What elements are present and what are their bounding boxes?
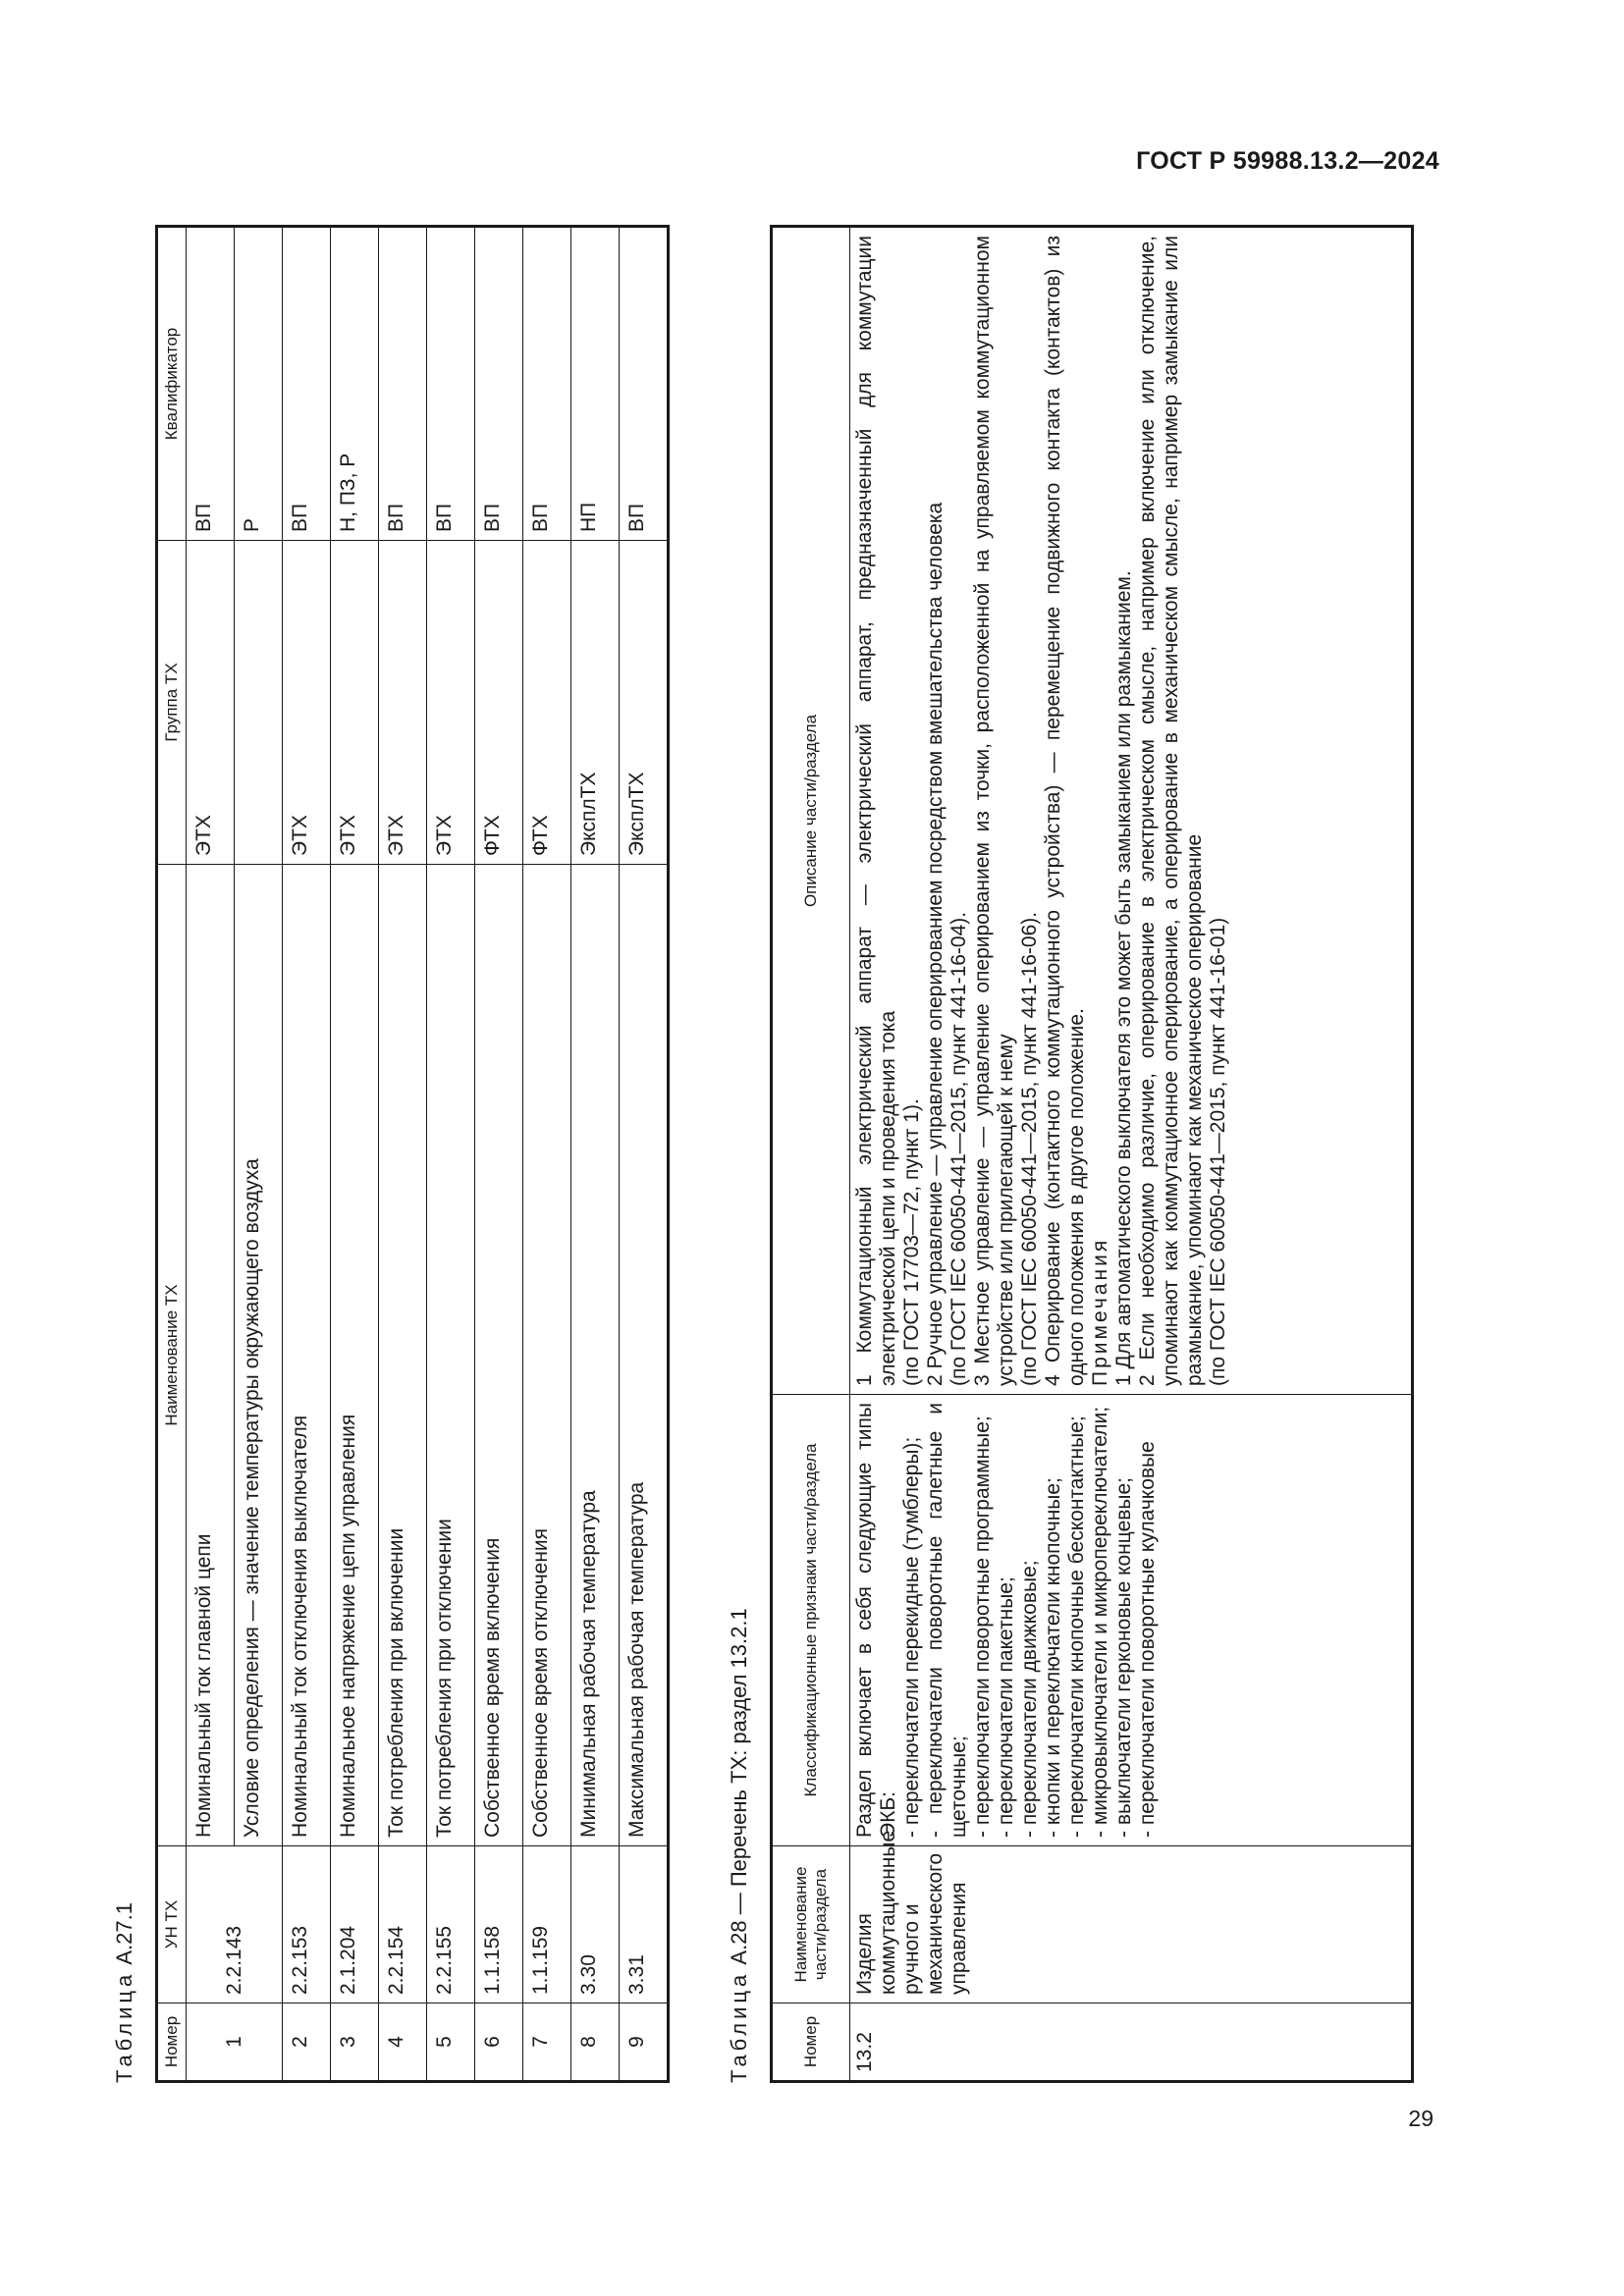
definition-paragraph: 1 Коммутационный электрический аппарат — электрический аппарат, предназначенный для коммутации электрической цепи и проведения тока bbox=[853, 236, 899, 1386]
row-group: ЭТХ bbox=[379, 541, 427, 865]
row-code: 3.31 bbox=[620, 1846, 669, 2003]
row-group: ФТХ bbox=[523, 541, 571, 865]
table1-caption bbox=[112, 1902, 137, 2083]
definition-source: (по ГОСТ 17703—72, пункт 1). bbox=[900, 1098, 923, 1386]
table2-caption-word: Таблица bbox=[727, 1970, 751, 2083]
row-name: Условие определения — значение температуры окружающего воздуха bbox=[235, 865, 283, 1846]
table2-header-row bbox=[772, 227, 850, 2082]
table-a28 bbox=[770, 225, 1414, 2083]
list-item: - переключатели кнопочные бесконтактные; bbox=[1065, 1415, 1088, 1838]
table-a27-1 bbox=[155, 225, 670, 2083]
list-item: - переключатели поворотные программные; bbox=[971, 1415, 994, 1838]
row-name: Минимальная рабочая температура bbox=[571, 865, 620, 1846]
table-row bbox=[850, 227, 1413, 2082]
table1-header-row bbox=[157, 227, 187, 2082]
table-row bbox=[235, 227, 283, 2082]
feature-intro: Раздел включает в себя следующие типы ЭКБ: bbox=[853, 1403, 899, 1838]
table2-caption bbox=[727, 1608, 752, 2083]
table-row bbox=[427, 227, 475, 2082]
row-qualifier: ВП bbox=[427, 227, 475, 541]
part-number: 13.2 bbox=[850, 2003, 1413, 2082]
definition-paragraph: 4 Оперирование (контактного коммутационного устройства) — перемещение подвижного контакта (контактов) из одного положения в другое положение. bbox=[1042, 236, 1088, 1386]
row-number: 2 bbox=[283, 2003, 331, 2082]
part-features bbox=[850, 1395, 1413, 1846]
row-group bbox=[235, 541, 283, 865]
table-row bbox=[379, 227, 427, 2082]
row-qualifier: ВП bbox=[523, 227, 571, 541]
table2-col-features: Классификационные признаки части/раздела bbox=[772, 1395, 850, 1846]
row-code: 1.1.158 bbox=[475, 1846, 523, 2003]
table-row bbox=[620, 227, 669, 2082]
table1-col-number: Номер bbox=[157, 2003, 187, 2082]
row-qualifier: ВП bbox=[283, 227, 331, 541]
row-qualifier: ВП bbox=[187, 227, 235, 541]
row-number: 1 bbox=[187, 2003, 283, 2082]
row-code: 3.30 bbox=[571, 1846, 620, 2003]
row-code: 2.2.153 bbox=[283, 1846, 331, 2003]
table2-caption-title: А.28 — Перечень ТХ: раздел 13.2.1 bbox=[727, 1608, 751, 1965]
row-group: ЭксплТХ bbox=[620, 541, 669, 865]
row-group: ФТХ bbox=[475, 541, 523, 865]
list-item: - переключатели пакетные; bbox=[995, 1576, 1017, 1838]
landscape-area bbox=[112, 228, 1418, 2083]
row-name: Собственное время отключения bbox=[523, 865, 571, 1846]
row-group: ЭксплТХ bbox=[571, 541, 620, 865]
row-qualifier: Н, ПЗ, Р bbox=[331, 227, 379, 541]
list-item: - выключатели герконовые концевые; bbox=[1112, 1476, 1135, 1838]
list-item: - переключатели движковые; bbox=[1018, 1560, 1041, 1838]
table2-col-number: Номер bbox=[772, 2003, 850, 2082]
note-paragraph: 2 Если необходимо различие, оперирование в электрическом смысле, например включение или отключение, упоминают как коммутационное оперирование, а оперирование в механическом смысле, например замыкание или размыкание, упоминают как механическое оперирование bbox=[1136, 236, 1206, 1386]
row-qualifier: Р bbox=[235, 227, 283, 541]
row-number: 9 bbox=[620, 2003, 669, 2082]
table1-col-qualifier: Квалификатор bbox=[157, 227, 187, 541]
row-number: 4 bbox=[379, 2003, 427, 2082]
table1-col-code: УН ТХ bbox=[157, 1846, 187, 2003]
row-group: ЭТХ bbox=[427, 541, 475, 865]
row-qualifier: ВП bbox=[379, 227, 427, 541]
row-group: ЭТХ bbox=[331, 541, 379, 865]
table-row bbox=[475, 227, 523, 2082]
row-qualifier: ВП bbox=[475, 227, 523, 541]
row-group: ЭТХ bbox=[187, 541, 235, 865]
table1-caption-word: Таблица bbox=[112, 1970, 136, 2083]
table1-col-name: Наименование ТХ bbox=[157, 865, 187, 1846]
row-code: 1.1.159 bbox=[523, 1846, 571, 2003]
list-item: - переключатели перекидные (тумблеры); bbox=[900, 1436, 923, 1838]
note-paragraph: 1 Для автоматического выключателя это может быть замыканием или размыканием. bbox=[1112, 570, 1135, 1386]
table1-col-group: Группа ТХ bbox=[157, 541, 187, 865]
note-source: (по ГОСТ IEC 60050-441—2015, пункт 441-16-01) bbox=[1207, 917, 1229, 1386]
row-number: 3 bbox=[331, 2003, 379, 2082]
row-number: 6 bbox=[475, 2003, 523, 2082]
row-code: 2.2.154 bbox=[379, 1846, 427, 2003]
notes-label: Примечания bbox=[1089, 1237, 1111, 1386]
definition-source: (по ГОСТ IEC 60050-441—2015, пункт 441-16-04). bbox=[947, 911, 970, 1386]
row-name: Номинальное напряжение цепи управления bbox=[331, 865, 379, 1846]
row-name: Ток потребления при отключении bbox=[427, 865, 475, 1846]
definition-paragraph: 2 Ручное управление — управление оперированием посредством вмешательства человека bbox=[924, 502, 947, 1386]
row-code: 2.2.143 bbox=[187, 1846, 283, 2003]
part-name: Изделия коммутационные ручного и механического управления bbox=[850, 1846, 1413, 2003]
definition-paragraph: 3 Местное управление — управление оперированием из точки, расположенной на управляемом коммутационном устройстве или прилегающей к нему bbox=[971, 236, 1017, 1386]
row-name: Максимальная рабочая температура bbox=[620, 865, 669, 1846]
table-row bbox=[331, 227, 379, 2082]
page-number: 29 bbox=[1408, 2106, 1434, 2131]
document-code: ГОСТ Р 59988.13.2—2024 bbox=[1136, 147, 1439, 175]
table2-col-part-name: Наименование части/раздела bbox=[772, 1846, 850, 2003]
row-name: Собственное время включения bbox=[475, 865, 523, 1846]
list-item: - кнопки и переключатели кнопочные; bbox=[1042, 1477, 1064, 1838]
table-row bbox=[571, 227, 620, 2082]
row-number: 7 bbox=[523, 2003, 571, 2082]
table-row bbox=[187, 227, 235, 2082]
row-name: Ток потребления при включении bbox=[379, 865, 427, 1846]
list-item: - микровыключатели и микропереключатели; bbox=[1089, 1406, 1111, 1838]
definition-source: (по ГОСТ IEC 60050-441—2015, пункт 441-16-06). bbox=[1018, 911, 1041, 1386]
list-item: - переключатели поворотные кулачковые bbox=[1136, 1441, 1159, 1838]
row-qualifier: НП bbox=[571, 227, 620, 541]
table-row bbox=[523, 227, 571, 2082]
table2-col-description: Описание части/раздела bbox=[772, 227, 850, 1395]
table1-caption-id: А.27.1 bbox=[112, 1902, 136, 1965]
row-code: 2.1.204 bbox=[331, 1846, 379, 2003]
row-code: 2.2.155 bbox=[427, 1846, 475, 2003]
row-number: 5 bbox=[427, 2003, 475, 2082]
row-group: ЭТХ bbox=[283, 541, 331, 865]
row-number: 8 bbox=[571, 2003, 620, 2082]
part-description bbox=[850, 227, 1413, 1395]
table-row bbox=[283, 227, 331, 2082]
row-name: Номинальный ток главной цепи bbox=[187, 865, 235, 1846]
row-name: Номинальный ток отключения выключателя bbox=[283, 865, 331, 1846]
list-item: - переключатели поворотные галетные и щеточные; bbox=[924, 1403, 970, 1838]
row-qualifier: ВП bbox=[620, 227, 669, 541]
